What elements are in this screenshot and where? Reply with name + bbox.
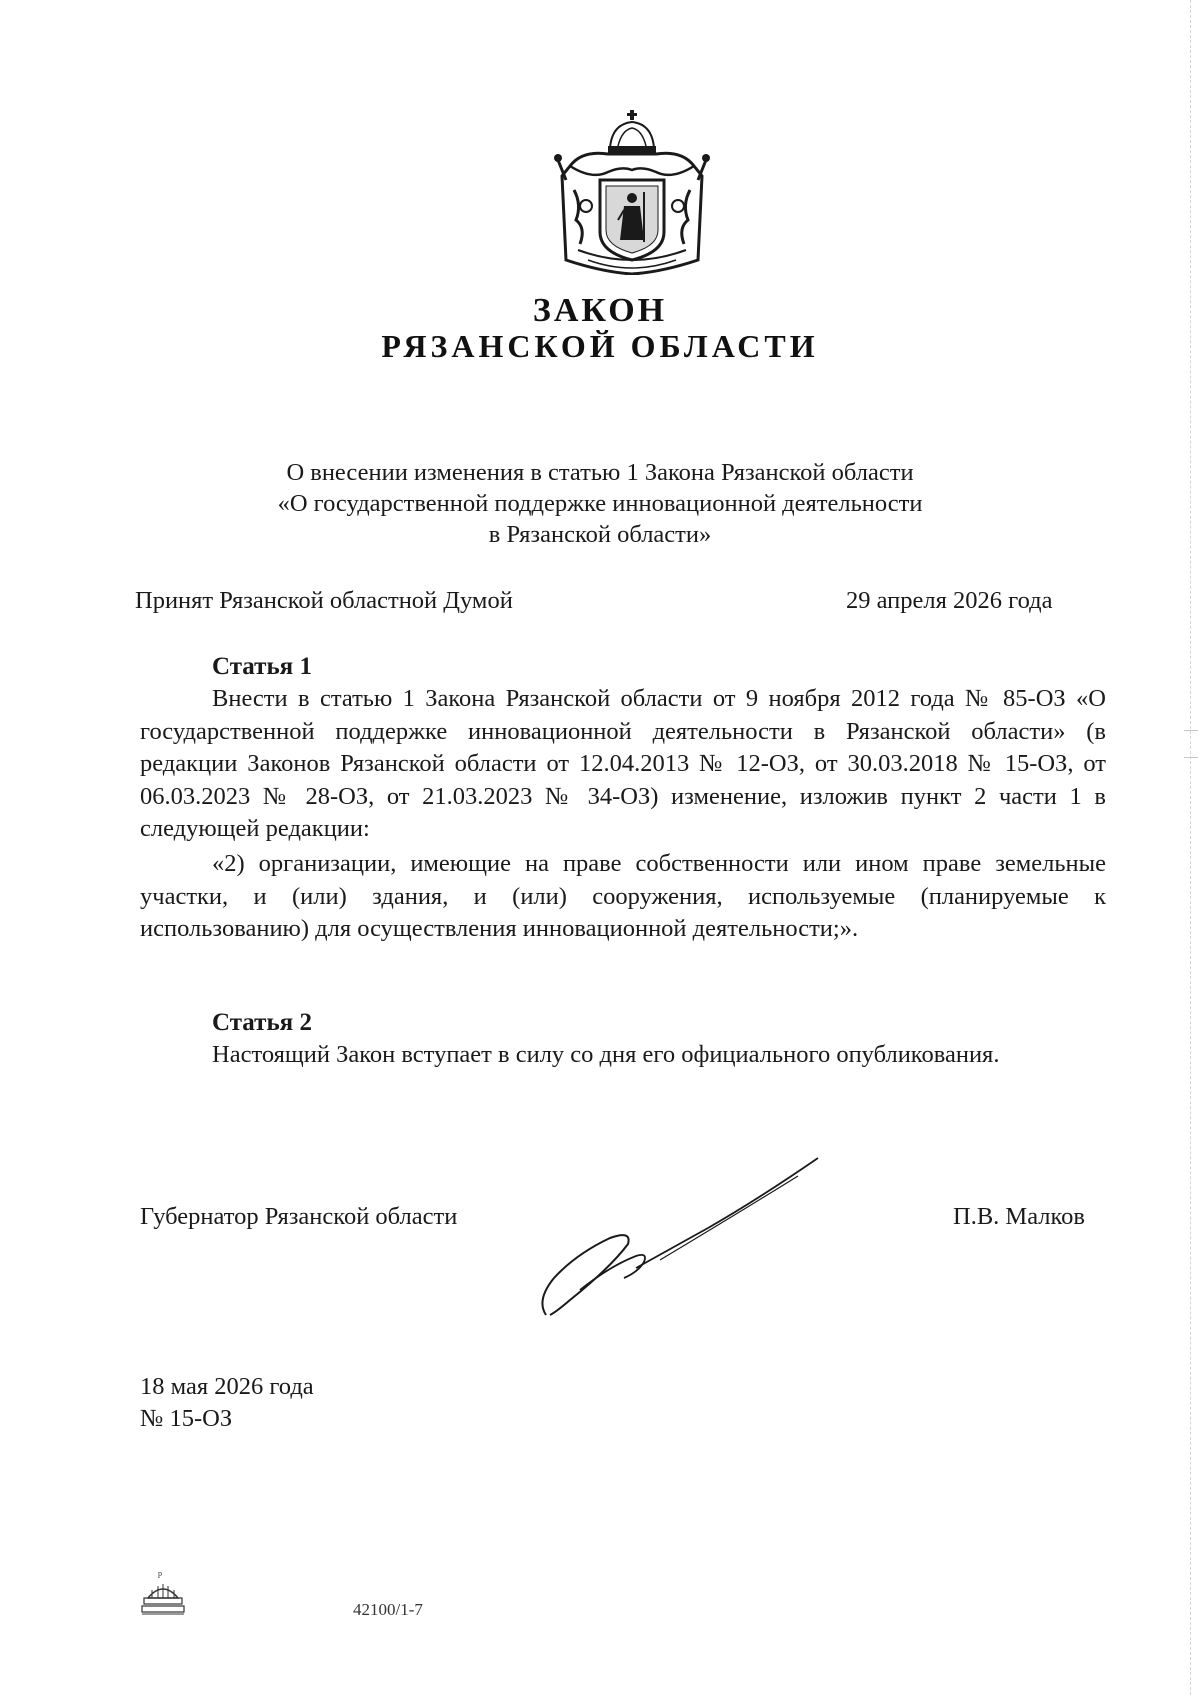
law-date: 18 мая 2026 года [140, 1373, 314, 1400]
scan-mark [1184, 730, 1198, 731]
document-type-title: ЗАКОН [532, 292, 668, 329]
article-2-title: Статья 2 [212, 1009, 312, 1036]
law-subject [150, 457, 1050, 550]
coat-of-arms-icon [552, 110, 712, 275]
handwritten-signature [540, 1150, 890, 1320]
law-subject-line: О внесении изменения в статью 1 Закона Рязанской области [286, 459, 914, 486]
signatory-position: Губернатор Рязанской области [140, 1203, 458, 1230]
svg-text:p: p [158, 1569, 162, 1578]
article-1-paragraph: «2) организации, имеющие на праве собственности или ином праве земельные участки, и (или) здания, и (или) сооружения, используемые (планируемые к использованию) для осуществления инновационной деятельности;». [140, 850, 1106, 942]
law-subject-line: «О государственной поддержке инновационной деятельности [277, 490, 923, 517]
scan-edge [1190, 0, 1191, 1695]
signatory-name: П.В. Малков [953, 1203, 1085, 1230]
law-subject-line: в Рязанской области» [488, 521, 712, 548]
adopted-by: Принят Рязанской областной Думой [135, 587, 513, 614]
article-1-title: Статья 1 [212, 653, 312, 680]
region-title: РЯЗАНСКОЙ ОБЛАСТИ [381, 328, 819, 364]
printing-house-logo-icon [140, 1568, 186, 1616]
article-1-paragraph: Внести в статью 1 Закона Рязанской области от 9 ноября 2012 года № 85-ОЗ «О государственной поддержке инновационной деятельности в Рязанской области» (в редакции Законов Рязанской области от 12.04.2013 № 12-ОЗ, от 30.03.2018 № 15-ОЗ, от 06.03.2023 № 28-ОЗ, от 21.03.2023 № 34-ОЗ) изменение, изложив пункт 2 части 1 в следующей редакции: [140, 685, 1106, 842]
document-code: 42100/1-7 [353, 1600, 423, 1619]
scan-mark [1184, 757, 1198, 758]
adoption-date: 29 апреля 2026 года [846, 587, 1053, 614]
article-2-paragraph: Настоящий Закон вступает в силу со дня его официального опубликования. [212, 1041, 1000, 1068]
law-number: № 15-ОЗ [140, 1405, 233, 1432]
